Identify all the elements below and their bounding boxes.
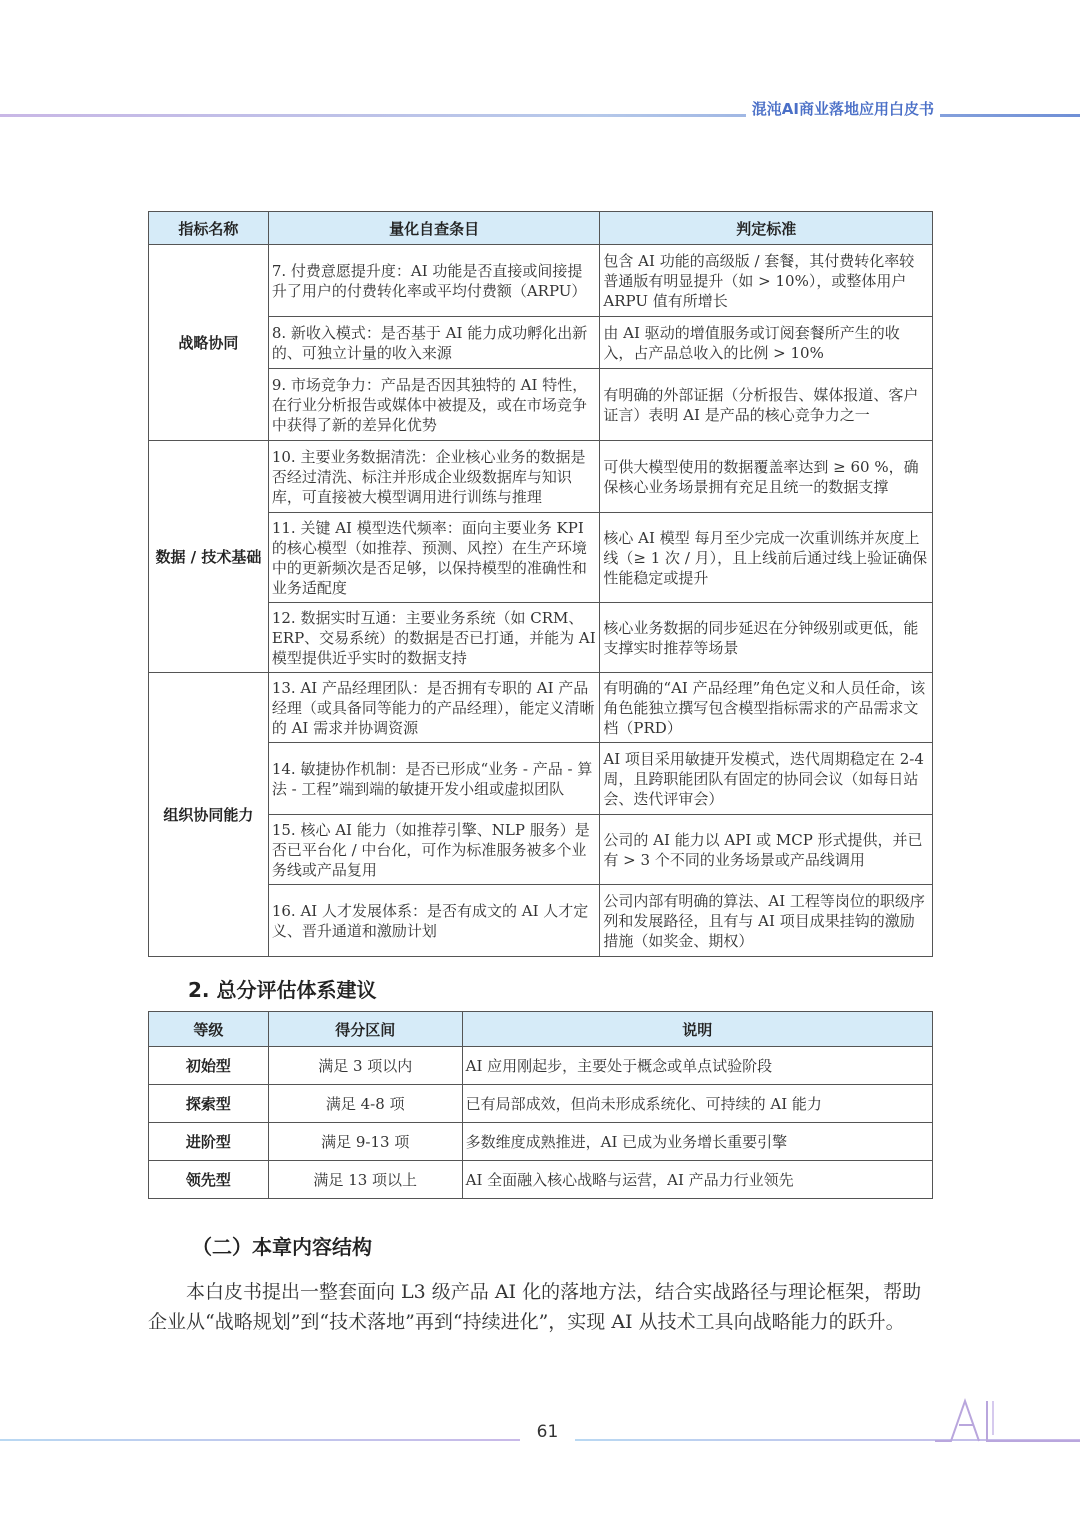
item-cell: 8. 新收入模式：是否基于 AI 能力成功孵化出新的、可独立计量的收入来源: [268, 317, 600, 369]
range-cell: 满足 13 项以上: [268, 1161, 462, 1199]
table-header-row: [149, 212, 933, 245]
description-cell: AI 应用刚起步，主要处于概念或单点试验阶段: [462, 1047, 932, 1085]
column-header: 指标名称: [149, 212, 269, 245]
column-header: 说明: [462, 1012, 932, 1047]
item-cell: 16. AI 人才发展体系：是否有成文的 AI 人才定义、晋升通道和激励计划: [268, 885, 600, 957]
level-cell: 进阶型: [149, 1123, 269, 1161]
criteria-cell: 有明确的“AI 产品经理”角色定义和人员任命，该角色能独立撰写包含模型指标需求的产品需求文档（PRD）: [600, 673, 933, 743]
level-cell: 探索型: [149, 1085, 269, 1123]
page-number: 61: [536, 1422, 559, 1442]
criteria-cell: 由 AI 驱动的增值服务或订阅套餐所产生的收入，占产品总收入的比例 > 10%: [600, 317, 933, 369]
criteria-cell: 包含 AI 功能的高级版 / 套餐，其付费转化率较普通版有明显提升（如 > 10%），或整体用户 ARPU 值有所增长: [600, 245, 933, 317]
criteria-cell: 可供大模型使用的数据覆盖率达到 ≥ 60 %，确保核心业务场景拥有充足且统一的数据支撑: [600, 441, 933, 513]
category-cell: 战略协同: [149, 245, 269, 441]
range-cell: 满足 9-13 项: [268, 1123, 462, 1161]
table-row: [149, 1123, 933, 1161]
description-cell: AI 全面融入核心战略与运营，AI 产品力行业领先: [462, 1161, 932, 1199]
item-cell: 9. 市场竞争力：产品是否因其独特的 AI 特性，在行业分析报告或媒体中被提及，或在市场竞争中获得了新的差异化优势: [268, 369, 600, 441]
footer-rule-left: [0, 1439, 520, 1441]
criteria-cell: 核心 AI 模型 每月至少完成一次重训练并灰度上线（≥ 1 次 / 月），且上线前后通过线上验证确保性能稳定或提升: [600, 513, 933, 603]
criteria-cell: AI 项目采用敏捷开发模式，迭代周期稳定在 2-4 周，且跨职能团队有固定的协同会议（如每日站会、迭代评审会）: [600, 743, 933, 815]
column-header: 等级: [149, 1012, 269, 1047]
category-cell: 组织协同能力: [149, 673, 269, 957]
column-header: 量化自查条目: [268, 212, 600, 245]
column-header: 得分区间: [268, 1012, 462, 1047]
item-cell: 7. 付费意愿提升度：AI 功能是否直接或间接提升了用户的付费转化率或平均付费额（ARPU）: [268, 245, 600, 317]
table-row: [149, 1085, 933, 1123]
self-check-table: [148, 211, 933, 957]
table-row: [149, 1161, 933, 1199]
table-row: [149, 1047, 933, 1085]
item-cell: 15. 核心 AI 能力（如推荐引擎、NLP 服务）是否已平台化 / 中台化，可作为标准服务被多个业务线或产品复用: [268, 815, 600, 885]
item-cell: 12. 数据实时互通：主要业务系统（如 CRM、ERP、交易系统）的数据是否已打通，并能为 AI 模型提供近乎实时的数据支持: [268, 603, 600, 673]
table-row: [149, 245, 933, 317]
level-cell: 初始型: [149, 1047, 269, 1085]
chapter-section-title: （二）本章内容结构: [192, 1235, 372, 1259]
body-paragraph: 本白皮书提出一整套面向 L3 级产品 AI 化的落地方法，结合实战路径与理论框架，帮助企业从“战略规划”到“技术落地”再到“持续进化”，实现 AI 从技术工具向战略能力的跃升。: [148, 1281, 922, 1333]
item-cell: 10. 主要业务数据清洗：企业核心业务的数据是否经过清洗、标注并形成企业级数据库与知识库，可直接被大模型调用进行训练与推理: [268, 441, 600, 513]
description-cell: 已有局部成效，但尚未形成系统化、可持续的 AI 能力: [462, 1085, 932, 1123]
criteria-cell: 公司的 AI 能力以 API 或 MCP 形式提供，并已有 > 3 个不同的业务场景或产品线调用: [600, 815, 933, 885]
category-cell: 数据 / 技术基础: [149, 441, 269, 673]
table-row: [149, 441, 933, 513]
range-cell: 满足 3 项以内: [268, 1047, 462, 1085]
criteria-cell: 核心业务数据的同步延迟在分钟级别或更低，能支撑实时推荐等场景: [600, 603, 933, 673]
column-header: 判定标准: [600, 212, 933, 245]
level-cell: 领先型: [149, 1161, 269, 1199]
item-cell: 14. 敏捷协作机制：是否已形成“业务 - 产品 - 算法 - 工程”端到端的敏捷开发小组或虚拟团队: [268, 743, 600, 815]
scoring-table: [148, 1011, 933, 1199]
table-row: [149, 673, 933, 743]
section-title: 2. 总分评估体系建议: [188, 978, 377, 1002]
table-header-row: [149, 1012, 933, 1047]
criteria-cell: 有明确的外部证据（分析报告、媒体报道、客户证言）表明 AI 是产品的核心竞争力之一: [600, 369, 933, 441]
header-title: 混沌AI商业落地应用白皮书: [746, 98, 940, 119]
description-cell: 多数维度成熟推进，AI 已成为业务增长重要引擎: [462, 1123, 932, 1161]
item-cell: 13. AI 产品经理团队：是否拥有专职的 AI 产品经理（或具备同等能力的产品经理），能定义清晰的 AI 需求并协调资源: [268, 673, 600, 743]
criteria-cell: 公司内部有明确的算法、AI 工程等岗位的职级序列和发展路径，且有与 AI 项目成果挂钩的激励措施（如奖金、期权）: [600, 885, 933, 957]
range-cell: 满足 4-8 项: [268, 1085, 462, 1123]
ai-logo-icon: [935, 1395, 1080, 1445]
item-cell: 11. 关键 AI 模型迭代频率：面向主要业务 KPI 的核心模型（如推荐、预测、风控）在生产环境中的更新频次是否足够，以保持模型的准确性和业务适配度: [268, 513, 600, 603]
